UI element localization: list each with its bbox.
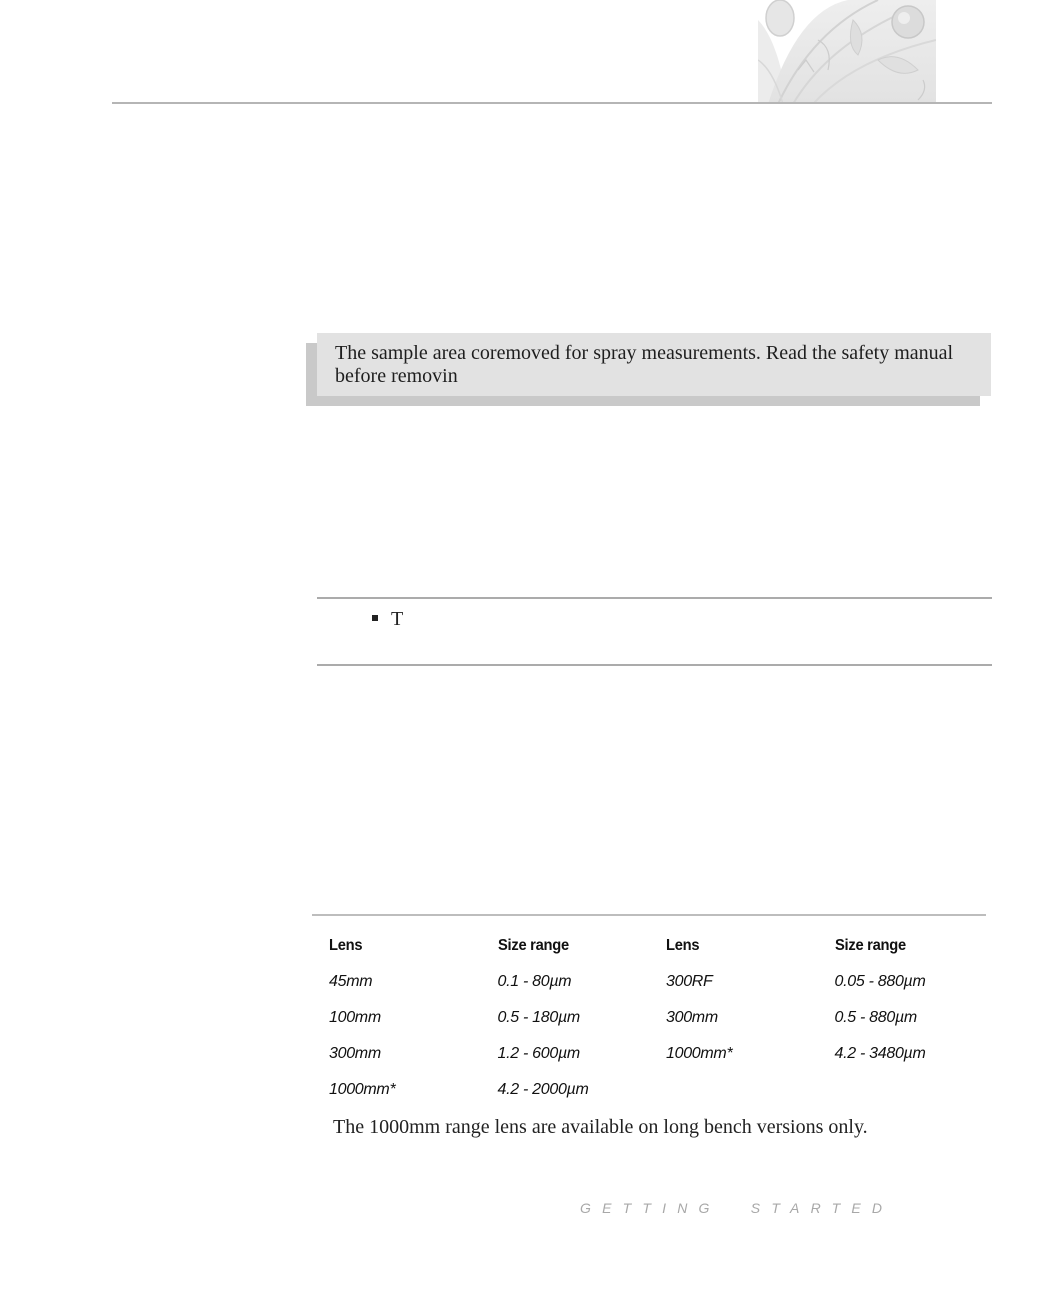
header-lens: Lens	[329, 937, 363, 954]
running-footer-title: GETTING STARTED	[580, 1200, 894, 1216]
table-cell: 4.2 - 3480µm	[834, 1045, 926, 1062]
header-rule	[112, 102, 992, 104]
table-footnote: The 1000mm range lens are available on long bench versions only.	[333, 1116, 868, 1138]
list-item	[372, 606, 403, 632]
table-top-rule	[312, 914, 986, 916]
table-cell: 1000mm*	[666, 1045, 733, 1062]
header-size-range: Size range	[834, 937, 906, 954]
table-header-row	[329, 928, 989, 964]
table-cell: 0.05 - 880µm	[834, 973, 926, 990]
table-cell: 1.2 - 600µm	[497, 1045, 580, 1062]
table-cell: 4.2 - 2000µm	[497, 1081, 589, 1098]
header-size-range: Size range	[497, 937, 569, 954]
table-row	[329, 964, 989, 1000]
square-bullet-icon	[372, 615, 378, 621]
lens-size-range-table	[329, 928, 989, 1108]
table-cell: 45mm	[329, 973, 373, 990]
decorative-corner-illustration-icon	[758, 0, 936, 104]
table-cell: 1000mm*	[329, 1081, 396, 1098]
table-cell: 0.5 - 180µm	[497, 1009, 580, 1026]
table-cell: 300mm	[329, 1045, 381, 1062]
safety-note-text: The sample area coremoved for spray measurements. Read the safety manual before removin	[335, 342, 954, 387]
table-cell: 0.5 - 880µm	[834, 1009, 917, 1026]
table-cell: 300mm	[666, 1009, 718, 1026]
table-cell: 100mm	[329, 1009, 381, 1026]
table-cell: 0.1 - 80µm	[497, 973, 572, 990]
header-lens: Lens	[666, 937, 700, 954]
table-cell: 300RF	[666, 973, 713, 990]
safety-note	[317, 333, 991, 396]
list-bottom-rule	[317, 664, 992, 666]
table-row	[329, 1036, 989, 1072]
table-row	[329, 1072, 989, 1108]
list-top-rule	[317, 597, 992, 599]
table-row	[329, 1000, 989, 1036]
list-item-text: T	[391, 608, 404, 630]
